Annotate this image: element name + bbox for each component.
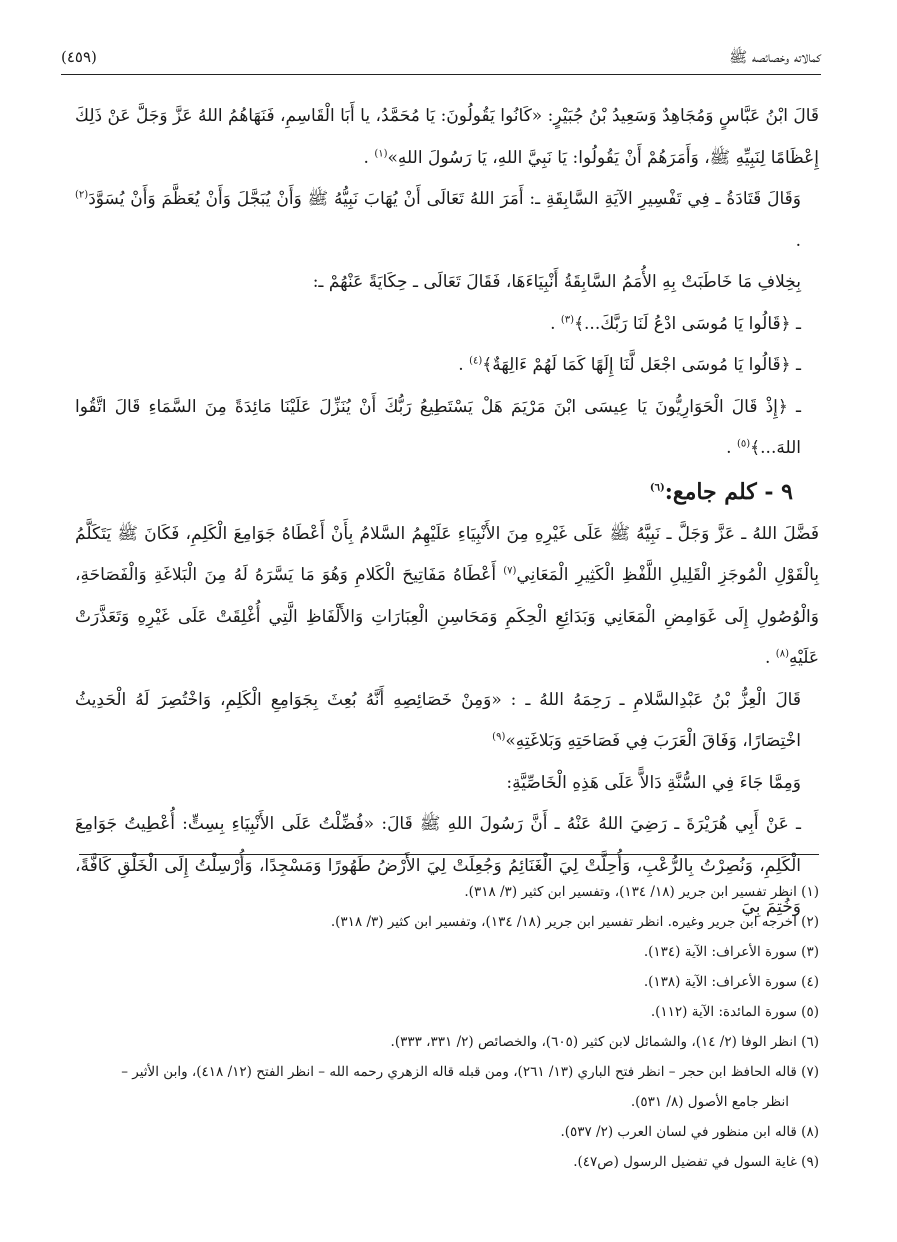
paragraph-jawami-alkalim: فَضَّلَ اللهُ ـ عَزَّ وَجَلَّ ـ نَبِيَّهُ ﷺ عَلَى غَيْرِهِ مِنَ الأَنْبِيَاءِ عَلَيْهِمُ السَّلامُ بِأَنْ أَعْطَاهُ جَوَامِعَ الْكَلِمِ، فَكَانَ ﷺ يَتَكَلَّمُ بِالْقَوْلِ الْمُوجَزِ الْقَلِيلِ اللَّفْظِ الْكَثِيرِ الْمَعَانِي$^{(٧)}$ أَعْطَاهُ مَفَاتِيحَ الْكَلامِ وَهُوَ مَا يَسَّرَهُ لَهُ مِنَ الْبَلاغَةِ وَالْفَصَاحَةِ، وَالْوُصُولِ إِلَى غَوَامِضِ الْمَعَانِي وَبَدَائِعِ الْحِكَمِ وَمَحَاسِنِ الْعِبَارَاتِ وَالأَلْفَاظِ الَّتِي أُغْلِقَتْ عَلَى غَيْرِهِ وَتَعَذَّرَتْ عَلَيْهِ$^{(٨)}$ . <box>75 523 819 668</box>
page-number: (٤٥٩) <box>61 48 97 66</box>
footnote-ref[interactable]: (٥) <box>736 438 751 450</box>
paragraph-izz-quote: قَالَ الْعِزُّ بْنُ عَبْدِالسَّلامِ ـ رَحِمَهُ اللهُ ـ : «وَمِنْ خَصَائِصِهِ أَنَّهُ بُعِثَ بِجَوَامِعِ الْكَلِمِ، وَاخْتُصِرَ لَهُ الْحَدِيثُ اخْتِصَارًا، وَفَاقَ الْعَرَبَ فِي فَصَاحَتِهِ وَبَلاغَتِهِ»$^{(٩)}$ <box>75 689 801 751</box>
paragraph-ibn-abbas: قَالَ ابْنُ عَبَّاسٍ وَمُجَاهِدٌ وَسَعِيدُ بْنُ جُبَيْرٍ: «كَانُوا يَقُولُونَ: يَا مُحَمَّدُ، يا أَبَا الْقَاسِمِ، فَنَهَاهُمُ اللهُ عَزَّ وَجَلَّ عَنْ ذَلِكَ إِعْظَامًا لِنَبِيِّهِ ﷺ، وَأَمَرَهُمْ أَنْ يَقُولُوا: يَا نَبِيَّ اللهِ، يَا رَسُولَ اللهِ»$^{(١)}$ . <box>75 106 819 168</box>
footnote: (٤) سورة الأعراف: الآية (١٣٨). <box>643 974 819 990</box>
footnote: (٢) اخرجه ابن جرير وغيره. انظر تفسير ابن جرير (١٨/ ١٣٤)، وتفسير ابن كثير (٣/ ٣١٨). <box>330 914 819 930</box>
footnote-ref[interactable]: (٧) <box>503 565 517 577</box>
footnote: (٨) قاله ابن منظور في لسان العرب (٢/ ٥٣٧). <box>560 1124 819 1140</box>
footnote: (١) انظر تفسير ابن جرير (١٨/ ١٣٤)، وتفسير ابن كثير (٣/ ٣١٨). <box>464 884 819 900</box>
footnote: (٩) غاية السول في تفضيل الرسول (ص٤٧). <box>573 1154 819 1170</box>
footnote-continuation: انظر جامع الأصول (٨/ ٥٣١). <box>630 1094 789 1110</box>
header-title: كمالاته وخصائصه ﷺ <box>729 48 821 66</box>
main-text <box>75 96 819 929</box>
running-header <box>61 44 821 75</box>
footnote: (٧) قاله الحافظ ابن حجر – انظر فتح الباري (١٣/ ٢٦١)، ومن قبله قاله الزهري رحمه الله – انظر الفتح (١٢/ ٤١٨)، وابن الأثير – <box>121 1064 819 1080</box>
section-heading: ٩ - كلم جامع:$^{(٦)}$ <box>649 478 793 505</box>
paragraph-qatada: وَقَالَ قَتَادَةُ ـ فِي تَفْسِيرِ الآيَةِ السَّابِقَةِ ـ: أَمَرَ اللهُ تَعَالَى أَنْ يُهَابَ نَبِيُّهُ ﷺ وَأَنْ يُبَجَّلَ وَأَنْ يُعَظَّمَ وَأَنْ يُسَوَّدَ$^{(٢)}$ . <box>75 189 801 251</box>
footnote-ref[interactable]: (٣) <box>560 313 575 325</box>
paragraph-hadith: ـ عَنْ أَبِي هُرَيْرَةَ ـ رَضِيَ اللهُ عَنْهُ ـ أَنَّ رَسُولَ اللهِ ﷺ قَالَ: «فُضِّلْتُ عَلَى الأَنْبِيَاءِ بِسِتٍّ: أُعْطِيتُ جَوَامِعَ الْكَلِمِ، وَنُصِرْتُ بِالرُّعْبِ، وَأُحِلَّتْ لِيَ الْغَنَائِمُ وَجُعِلَتْ لِيَ الأَرْضُ طَهُورًا وَمَسْجِدًا، وَأُرْسِلْتُ إِلَى الْخَلْقِ كَافَّةً، وَخُتِمَ بِيَ <box>75 814 801 917</box>
footnote-ref[interactable]: (٨) <box>775 648 789 660</box>
quran-verse: ـ ﴿قَالُوا يَا مُوسَى اجْعَل لَّنَا إِلَهًا كَمَا لَهُمْ ءَالِهَةٌ﴾$^{(٤)}$ . <box>458 355 801 375</box>
footnote: (٣) سورة الأعراف: الآية (١٣٤). <box>643 944 819 960</box>
footnote-ref[interactable]: (١) <box>374 147 388 159</box>
footnote-divider <box>79 854 819 855</box>
paragraph-sunnah-intro: وَمِمَّا جَاءَ فِي السُّنَّةِ دَالاًّ عَلَى هَذِهِ الْخَاصِّيَّةِ: <box>506 772 801 793</box>
footnote-ref[interactable]: (٦) <box>649 482 665 494</box>
quran-verse: ـ ﴿قَالُوا يَا مُوسَى ادْعُ لَنَا رَبَّكَ...﴾$^{(٣)}$ . <box>550 313 801 334</box>
footnote: (٦) انظر الوفا (٢/ ١٤)، والشمائل لابن كثير (٦٠٥)، والخصائص (٢/ ٣٣١، ٣٣٣). <box>390 1034 819 1050</box>
footnotes <box>75 877 819 1177</box>
footnote-ref[interactable]: (٤) <box>469 355 483 367</box>
footnote: (٥) سورة المائدة: الآية (١١٢). <box>650 1004 819 1020</box>
footnote-ref[interactable]: (٩) <box>492 731 506 743</box>
footnote-ref[interactable]: (٢) <box>75 189 89 201</box>
paragraph-contrast: بِخِلافِ مَا خَاطَبَتْ بِهِ الأُمَمُ السَّابِقَةُ أَنْبِيَاءَهَا، فَقَالَ تَعَالَى ـ حِكَايَةً عَنْهُمْ ـ: <box>312 272 801 292</box>
quran-verse: ـ ﴿إِذْ قَالَ الْحَوَارِيُّونَ يَا عِيسَى ابْنَ مَرْيَمَ هَلْ يَسْتَطِيعُ رَبُّكَ أَنْ يُنَزِّلَ عَلَيْنَا مَائِدَةً مِنَ السَّمَاءِ قَالَ اتَّقُوا اللهَ...﴾$^{(٥)}$ . <box>75 396 801 458</box>
